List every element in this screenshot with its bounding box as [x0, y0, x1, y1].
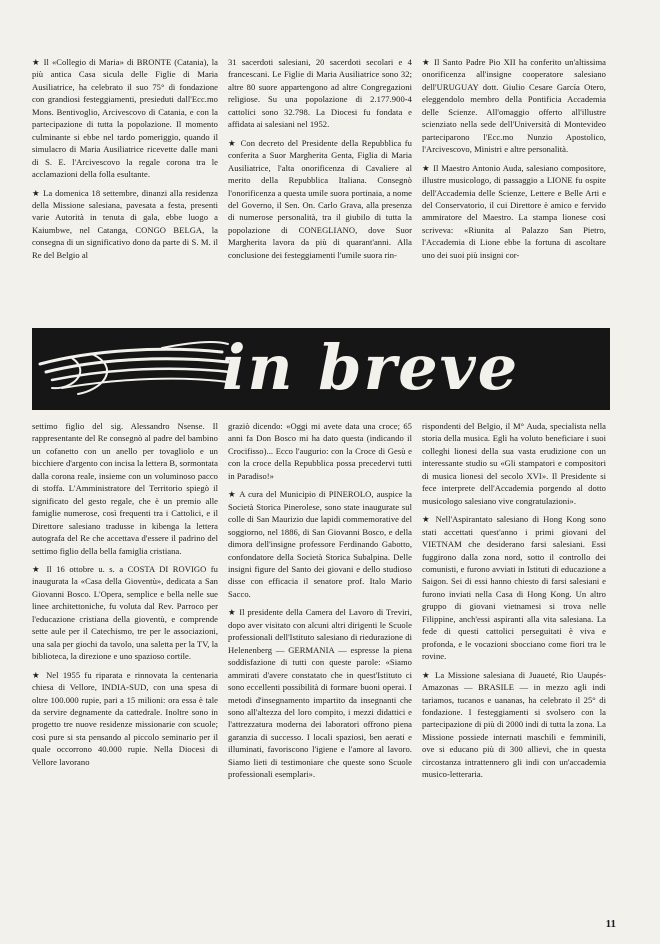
news-item-pinerolo: ★ A cura del Municipio di PINEROLO, auspice la Società Storica Pinerolese, sono state inaugurate sul colle di San Maurizio due lapidi commemorative del soggiorno, nel 1886, di San Giovanni Bosco, e della dimora dell'insigne professore Ferdinando Gabotto, confondatore della Società Storica Subalpina. Delle insigni figure del Santo dei giovani e dello studioso disse con efficacia il senatore prof. Italo Mario Sacco.: [228, 489, 412, 599]
top-column-1: [32, 56, 218, 318]
news-item-congo: ★ La domenica 18 settembre, dinanzi alla residenza della Missione salesiana, pavesata a festa, presenti varie Autorità in tenuta di gala, ebbe luogo a Kaiumbwe, nel Catanga, CONGO BELGA, la consegna di un significativo dono da parte di S. M. il Re del Belgio al: [32, 187, 218, 260]
news-item-germania: ★ Il presidente della Camera del Lavoro di Treviri, dopo aver visitato con alcuni altri dirigenti le Scuole professionali dell'Istituto salesiano di riedurazione di Helenenberg — GERMANIA — espresse la piena soddisfazione di tutti con queste parole: «Siamo ammirati d'avere constatato che in quest'Istituto ci sono eccellenti possibilità di formare buoni operai. I metodi d'insegnamento impartito da insegnanti che sono all'altezza del loro compito, i mezzi didattici e l'attrezzatura moderna dei laboratori offrono piena garanzia di successo. I locali spaziosi, ben aerati e illuminati, favoriscono l'igiene e l'amore al lavoro. Siamo lieti di testimoniare che queste sono Scuole professionali esemplari».: [228, 607, 412, 780]
news-item-lione-continued: rispondenti del Belgio, il M° Auda, specialista nella storia della musica. Egli ha voluto beneficiare i suoi colleghi lionesi della sua vasta erudizione con un interessante studio su «Gli stampatori e compositori di musica lionesi del secolo XVI». Il Presidente si fece interprete dell'Accademia porgendo al dotto musicologo salesiano vive congratulazioni».: [422, 421, 606, 506]
bottom-column-1: [32, 420, 218, 920]
page-number: 11: [605, 918, 616, 930]
news-item-bronte: ★ Il «Collegio di Maria» di BRONTE (Catania), la più antica Casa sicula delle Figlie di Maria Ausiliatrice, ha celebrato il suo 75° di fondazione con grandiosi festeggiamenti, presieduti dall'Ecc.mo Mons. Bentivoglio, Arcivescovo di Catania, e con la partecipazione di tutta la popolazione. Il momento culminante si ebbe nel tardo pomeriggio, quando il simulacro di Maria Ausiliatrice ricevette dalle mani di S. E. l'Arcivescovo la regale corona tra le acclamazioni della folla esultante.: [32, 57, 218, 180]
top-column-2: [228, 56, 412, 318]
news-item-brasile: ★ La Missione salesiana di Juaueté, Rio Uaupés-Amazonas — BRASILE — in mezzo agli indi tariamos, tucanos e uananas, ha celebrato il 25° di fondazione. I festeggiamenti si svolsero con la partecipazione di più di 2000 indi di tutta la zona. La Missione possiede internati maschili e femminili, ove si educano più di 300 allievi, che in questa circostanza intrattennero gli indi con un'accademia musico-letteraria.: [422, 669, 606, 780]
banner-title: in breve: [222, 331, 520, 404]
news-item-costa-di-rovigo: ★ Il 16 ottobre u. s. a COSTA DI ROVIGO fu inaugurata la «Casa della Gioventù», dedicata a San Giovanni Bosco. L'Opera, semplice e bella nelle sue linee architettoniche, fu voluta dal Rev. Parroco per l'educazione cristiana della gioventù, e comprende sette aule per il Catechismo, tre per le associazioni, una sala per giochi da tavolo, una saletta per la TV, la biblioteca, la direzione e uno spazioso cortile.: [32, 563, 218, 662]
news-item-uruguay: ★ Il Santo Padre Pio XII ha conferito un'altissima onorificenza all'insigne cooperatore salesiano dell'URUGUAY dott. Giulio Cesare García Otero, eleggendolo membro della Pontificia Accademia delle Scienze. All'omaggio offerto all'illustre scienziato nella sede dell'Università di Montevideo parteciparono l'Ecc.mo Nunzio Apostolico, l'Arcivescovo, Ministri e altre personalità.: [422, 57, 606, 155]
top-column-3: [422, 56, 606, 318]
news-item-conegliano: ★ Con decreto del Presidente della Repubblica fu conferita a Suor Margherita Genta, Figlia di Maria Ausiliatrice, l'alta onorificenza di Cavaliere al merito della Repubblica Italiana. Consegnò l'onorificenza a questa umile suora portinaia, a nome del Governo, il Sen. On. Carlo Grava, alla presenza di numerose personalità, tra il giubilo di tutta la popolazione di CONEGLIANO, dove Suor Margherita lavora da più di quarant'anni. Alla conclusione dei festeggiamenti l'umile suora rin-: [228, 137, 412, 260]
news-item-vellore: ★ Nel 1955 fu riparata e rinnovata la centenaria chiesa di Vellore, INDIA-SUD, con una spesa di oltre 100.000 rupie, pari a 15 milioni: ora essa è tale da servire degnamente da cattedrale. Inoltre sono in progetto tre nuove residenze missionarie con scuole; così pure si sta pensando al piccolo seminario per il quale occorrono 40.000 rupie. Nella Diocesi di Vellore lavorano: [32, 669, 218, 767]
news-item-vietnam: ★ Nell'Aspirantato salesiano di Hong Kong sono stati accettati quest'anno i primi giovani del VIETNAM che desiderano farsi salesiani. Essi fuggirono dalla zona nord, sotto il controllo dei comunisti, e furono avviati in Istituti di educazione a Saigon. Sei di essi hanno chiesto di farsi salesiani e furono inviati nella Casa di Hong Kong. Un altro gruppo di giovani vietnamesi si trova nelle Filippine, anch'essi aspiranti alla vita salesiana. La fede di questi cattolici perseguitati è viva e profonda, e le vocazioni sbocciano come fiori tra le rovine.: [422, 514, 606, 662]
bottom-column-3: [422, 420, 606, 920]
news-item-diocese-stats: 31 sacerdoti salesiani, 20 sacerdoti secolari e 4 francescani. Le Figlie di Maria Ausiliatrice sono 32; altre 80 suore appartengono ad altre Congregazioni religiose. Su una popolazione di 2.177.900-4 cattolici sono 32.798. La Diocesi fu fondata e affidata ai salesiani nel 1952.: [228, 57, 412, 130]
news-item-lione: ★ Il Maestro Antonio Auda, salesiano compositore, illustre musicologo, di passaggio a LIONE fu ospite dell'Accademia delle Scienze, Lettere e Belle Arti e del Conservatorio, il cui Direttore è amico e fervido ammiratore del Maestro. La stampa lionese così scriveva: «Riunita al Palazzo San Pietro, l'Accademia di Lione ebbe la fortuna di ascoltare uno dei suoi più insigni cor-: [422, 162, 606, 260]
news-item-conegliano-continued: graziò dicendo: «Oggi mi avete data una croce; 65 anni fa Don Bosco mi ha dato questa (indicando il Crocifisso)... Ecco l'augurio: con la Croce di Gesù e con la croce della Repubblica possa precedervi tutti in Paradiso!»: [228, 421, 412, 481]
section-banner: [32, 328, 610, 410]
news-item-congo-continued: settimo figlio del sig. Alessandro Nsense. Il rappresentante del Re consegnò al padre del bambino un cofanetto con un anello per tovagliolo e un bicchiere d'argento con incisa la lettera B, sormontata dalla corona reale, insieme con un voluminoso pacco di stoffa. L'Amministratore del Territorio spiegò il significato del gesto regale, che è un premio alle famiglie numerose, così frequenti tra i Cattolici, e il Direttore salesiano tradusse in kibenga la lettera autografa del Re che accettava d'essere il padrino del settimo figlio della bella famiglia cristiana.: [32, 421, 218, 556]
bottom-column-2: [228, 420, 412, 920]
